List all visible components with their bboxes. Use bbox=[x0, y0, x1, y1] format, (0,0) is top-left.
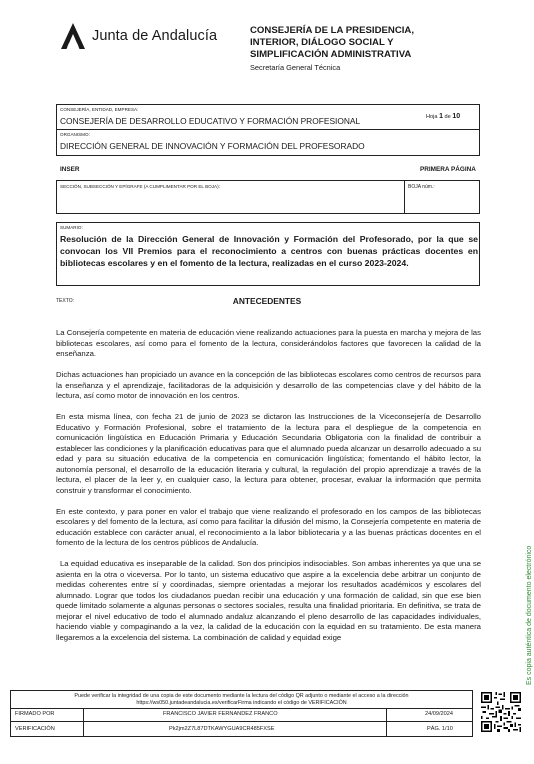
logo-text: Junta de Andalucía bbox=[92, 28, 218, 44]
entidad-box bbox=[56, 104, 480, 156]
body-paragraphs bbox=[56, 328, 481, 654]
paragraph: En esta misma línea, con fecha 21 de junio de 2023 se dictaron las Instrucciones de la Viceconsejería de Desarrollo Educativo y Formación Profesional, sobre el tratamiento de la lectura para el despliegue de la competencia en comunicación lingüística en Educación Primaria y Educación Secundaria Obligatoria con la finalidad de contribuir a establecer las condiciones y la planificación educativas para que el alumnado pueda alcanzar un desarrollo adecuado a su edad y para su situación educativa de la competencia en comunicación lingüística; fomentando el hábito lector, la autonomía personal, el desarrollo de la educación literaria y cultural, la regulación del propio aprendizaje a través de la lectura, el placer de la leer y, en cualquier caso, la lectura para obtener, procesar, evaluar la información que permita construir y transformar el conocimiento. bbox=[56, 412, 481, 495]
verificacion-code: Pk2jm2Z7L87DTKAWYGUA9CR485FXSE bbox=[169, 726, 275, 732]
entidad-value: CONSEJERÍA DE DESARROLLO EDUCATIVO Y FORMACIÓN PROFESIONAL bbox=[60, 116, 361, 126]
verificacion-label: VERIFICACIÓN bbox=[15, 726, 55, 732]
qr-code-icon bbox=[481, 692, 521, 732]
primera-pagina-label: PRIMERA PÁGINA bbox=[420, 166, 476, 173]
paragraph: Dichas actuaciones han propiciado un avance en la concepción de las bibliotecas escolares como centros de recursos para la enseñanza y el aprendizaje, facilitadoras de la adquisición y desarrollo de las competencias clave y del hábito de la lectura, así como motor de innovación en los centros. bbox=[56, 370, 481, 400]
boja-label: BOJA núm.: bbox=[408, 184, 435, 190]
junta-logo bbox=[60, 22, 217, 50]
hoja-counter: Hoja 1 de 10 bbox=[426, 113, 461, 120]
verification-footer bbox=[10, 690, 473, 737]
sumario-label: SUMARIO: bbox=[60, 225, 83, 230]
texto-label: TEXTO: bbox=[56, 298, 74, 304]
firmado-value: FRANCISCO JAVIER FERNANDEZ FRANCO bbox=[163, 711, 278, 717]
secretaria-subtitle: Secretaría General Técnica bbox=[250, 63, 341, 72]
inser-label: INSER bbox=[60, 166, 80, 173]
seccion-label: SECCIÓN, SUBSECCIÓN Y EPÍGRAFE (A CUMPLIMENTAR POR EL BOJA): bbox=[60, 184, 220, 189]
seccion-box bbox=[56, 180, 480, 214]
paragraph: La equidad educativa es inseparable de la calidad. Son dos principios indisociables. Son ambas inherentes ya que una se asienta en la otra o viceversa. Por lo tanto, un sistema educativo que aspire a la excelencia debe arbitrar un conjunto de medidas coherentes entre sí y coordinadas, siempre orientadas a mejorar los resultados académicos y escolares del alumnado. Lograr que todos los ciudadanos puedan recibir una educación y una formación de calidad, sin que ese bien quede limitado solamente a algunas personas o sectores sociales, resulta una finalidad prioritaria. En definitiva, se trata de mejorar el nivel educativo de todo el alumnado andaluz alcanzando el pleno desarrollo de las capacidades individuales, haciendo viable y compaginando a la vez, la calidad de la educación con la equidad en su tratamiento. De esta manera llegaremos a la excelencia del sistema. La combinación de calidad y equidad exige bbox=[56, 559, 481, 642]
pagina-counter: PÁG. 1/10 bbox=[427, 726, 453, 732]
organismo-label: ORGANISMO: bbox=[60, 132, 90, 137]
paragraph: En este contexto, y para poner en valor el trabajo que viene realizando el profesorado en los campos de las bibliotecas escolares y del fomento de la lectura, así como para facilitar la difusión del mismo, la Consejería competente en materia de educación establece con carácter anual, el reconocimiento a la labor bibliotecaria y a las buenas prácticas docentes en el fomento de la lectura de los centros públicos de Andalucía. bbox=[56, 506, 481, 547]
entidad-label: CONSEJERÍA, ENTIDAD, EMPRESA: bbox=[60, 107, 139, 112]
authenticity-side-text: Es copia auténtica de documento electrónico bbox=[526, 545, 533, 685]
firma-fecha: 24/09/2024 bbox=[425, 711, 453, 717]
verification-note: Puede verificar la integridad de una copia de este documento mediante la lectura del código QR adjunto o mediante el acceso a la dirección https://ws050.juntadeandalucia.es/verificarFirma indicando el código de VERIFICACIÓN bbox=[74, 693, 409, 706]
organismo-value: DIRECCIÓN GENERAL DE INNOVACIÓN Y FORMACIÓN DEL PROFESORADO bbox=[60, 141, 365, 151]
sumario-text: Resolución de la Dirección General de Innovación y Formación del Profesorado, por la que se convocan los VII Premios para el reconocimiento a centros con buenas prácticas docentes en bibliotecas escolares y en el fomento de la lectura, realizadas en el curso 2023-2024. bbox=[60, 234, 478, 268]
consejeria-title: CONSEJERÍA DE LA PRESIDENCIA, INTERIOR, DIÁLOGO SOCIAL Y SIMPLIFICACIÓN ADMINISTRATIVA bbox=[250, 25, 415, 60]
junta-logo-icon bbox=[60, 22, 86, 50]
paragraph: La Consejería competente en materia de educación viene realizando actuaciones para la puesta en marcha y mejora de las bibliotecas escolares, así como para el fomento de la lectura, considerándolos factores que favorecen la calidad de la enseñanza. bbox=[56, 328, 481, 358]
sumario-box bbox=[56, 222, 480, 286]
antecedentes-heading: ANTECEDENTES bbox=[232, 296, 302, 306]
firmado-label: FIRMADO POR bbox=[15, 711, 55, 717]
